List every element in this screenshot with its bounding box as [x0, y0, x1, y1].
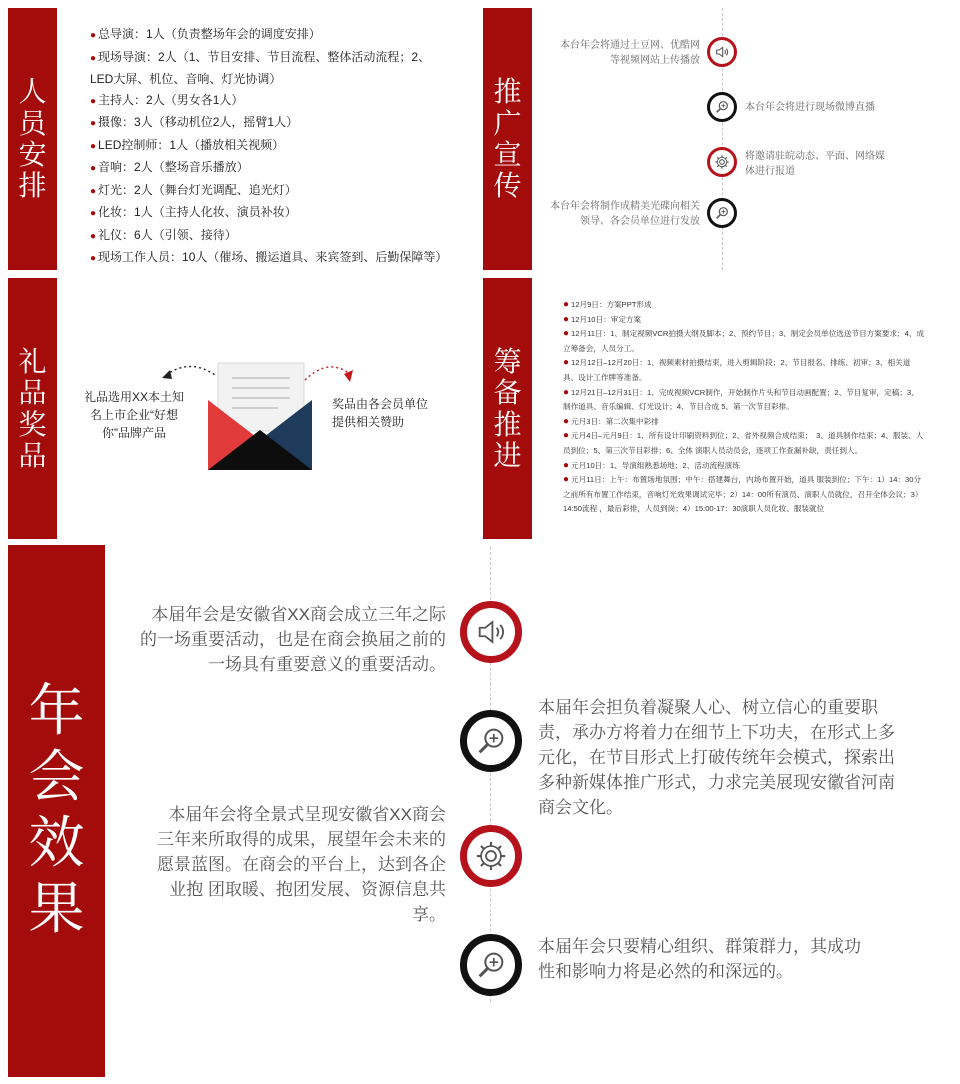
gifts-left-text: 礼品选用XX本土知名上市企业“好想你”品牌产品 [83, 390, 184, 440]
gifts-title-char: 品 [18, 438, 47, 472]
effect-title-char: 年 [28, 678, 85, 744]
bullet-icon: ● [90, 52, 97, 64]
bullet-icon: ● [563, 299, 570, 310]
list-item: ● LED控制师：1人（播放相关视频） [90, 137, 285, 152]
preparation-title-char: 推 [493, 407, 522, 441]
bullet-icon: ● [90, 118, 97, 129]
gifts-title-char: 品 [18, 376, 47, 410]
bullet-icon: ● [563, 357, 570, 369]
bullet-icon: ● [563, 459, 570, 471]
bullet-icon: ● [90, 95, 97, 107]
speaker-icon [460, 601, 522, 663]
list-item: ● 灯光：2人（舞台灯光调配、追光灯） [90, 182, 297, 197]
gifts-title-char: 奖 [18, 407, 47, 441]
list-item: ● 元月11日：上午：布置场地氛围；中午：搭建舞台，内场布置开始，道具 服装到位；下午：1）14：30分之前所有布置工作结束，音响灯光效果调试完毕；2）14：00所有演员、演职人员就位，召开全体会议；3）14:50流程 ，最后彩排，人员到岗；4）15:00-17：30演职人员化妆、服装就位 [563, 474, 923, 514]
effect-panel [0, 542, 960, 1084]
list-item: ● 主持人：2人（男女各1人） [90, 92, 244, 107]
bullet-icon: ● [563, 474, 570, 486]
promotion-title-char: 宣 [493, 138, 522, 171]
bullet-icon: ● [563, 386, 570, 398]
list-item: ● 12月11日：1、制定视频VCR拍摄大纲及脚本；2、预约节目；3、制定会员单位选送节目方案要求；4、成立筹备会，人员分工。 [563, 328, 925, 353]
promotion-title-bar [483, 8, 532, 270]
promotion-item-text: 本台年会将制作成精美光碟向相关领导、各会员单位进行发放 [550, 201, 700, 227]
gifts-title-char: 礼 [18, 344, 47, 378]
preparation-title-char: 备 [493, 376, 522, 410]
list-item: ● 现场工作人员：10人（催场、搬运道具、来宾签到、后勤保障等） [90, 250, 448, 264]
list-item: ● 化妆：1人（主持人化妆、演员补妆） [90, 205, 297, 219]
magnifier-icon [707, 92, 737, 122]
preparation-title-bar [483, 278, 532, 539]
preparation-title-char: 筹 [493, 344, 522, 378]
staff-title-char: 安 [18, 138, 47, 171]
speaker-icon [707, 37, 737, 67]
staff-title-char: 员 [18, 106, 47, 140]
bullet-icon: ● [90, 253, 97, 264]
gear-icon [460, 825, 522, 887]
effect-title-char: 会 [28, 744, 85, 810]
promotion-title-char: 广 [493, 106, 522, 140]
gifts-right-text: 奖品由各会员单位提供相关赞助 [332, 397, 429, 429]
effect-item-text: 本届年会是安徽省XX商会成立三年之际的一场重要活动，也是在商会换届之前的一场具有重要意义的重要活动。 [140, 605, 446, 674]
staff-panel [0, 0, 475, 272]
list-item: ● 元月10日：1、导演组熟悉场地；2、活动流程演练 [563, 459, 740, 471]
list-item: ● 总导演：1人（负责整场年会的调度安排） [90, 27, 321, 41]
promotion-item-text: 将邀请驻皖动态、平面、网络媒体进行报道 [745, 151, 885, 177]
bullet-icon: ● [90, 208, 97, 219]
preparation-list [563, 298, 925, 517]
promotion-item-text: 本台年会将进行现场微博直播 [745, 102, 875, 113]
bullet-icon: ● [90, 163, 97, 174]
staff-title-char: 人 [18, 75, 47, 109]
effect-item-text: 本届年会只要精心组织、群策群力，其成功性和影响力将是必然的和深远的。 [538, 937, 861, 981]
effect-title-char: 效 [28, 811, 85, 876]
staff-title-bar [8, 8, 57, 270]
list-item: ● 摄像：3人（移动机位2人，摇臂1人） [90, 115, 299, 129]
effect-item-text: 本届年会担负着凝聚人心、树立信心的重要职责，承办方将着力在细节上下功夫，在形式上多元化，在节目形式上打破传统年会模式，探索出多种新媒体推广形式，力求完美展现安徽省河南商会文化。 [538, 698, 895, 817]
list-item: ● 礼仪：6人（引领、接待） [90, 227, 237, 242]
effect-title-char: 果 [28, 877, 85, 943]
bullet-icon: ● [563, 313, 570, 325]
effect-title-bar [8, 545, 105, 1077]
list-item: ● 12月21日–12月31日：1、完成视频VCR制作，开始制作片头和节目动画配置；2、节目复审，定稿；3、制作道具、音乐编辑、灯光设计；4、节目合成 5、第一次节目彩排。 [563, 386, 919, 412]
list-item: ● 元月3日：第二次集中彩排 [563, 415, 659, 427]
bullet-icon: ● [563, 430, 570, 442]
magnifier-icon [707, 198, 737, 228]
magnifier-icon [460, 934, 522, 996]
list-item: ● 12月9日：方案PPT形成 [563, 299, 652, 310]
list-item: ● 12月12日–12月20日：1、视频素材拍摄结束，进入剪辑阶段；2、节目报名、排练、初审；3、相关道具、设计工作牌等准备。 [563, 357, 911, 382]
list-item: ● 元月4日–元月9日：1、所有设计印刷资料到位；2、省外视频合成结束； 3、道具制作结束；4、服装、人员到位；5、第三次节目彩排；6、全体 演职人员动员会，逐项工作查漏补缺，责任到人。 [563, 430, 924, 455]
list-item: ● 音响：2人（整场音乐播放） [90, 160, 249, 174]
bullet-icon: ● [563, 328, 570, 340]
staff-list [90, 24, 450, 270]
bullet-icon: ● [90, 140, 97, 152]
list-item: ● 12月10日：审定方案 [563, 313, 642, 325]
gifts-panel [0, 275, 475, 541]
gear-icon [707, 147, 737, 177]
list-item: ● 现场导演：2人（1、节目安排、节目流程、整体活动流程；2、LED大屏、机位、音响、灯光协调） [90, 49, 431, 86]
bullet-icon: ● [90, 185, 97, 197]
bullet-icon: ● [90, 30, 97, 41]
promotion-title-char: 传 [493, 169, 522, 203]
bullet-icon: ● [90, 230, 97, 242]
promotion-title-char: 推 [493, 75, 522, 109]
gifts-title-bar [8, 278, 57, 539]
preparation-title-char: 进 [493, 438, 522, 472]
promotion-item-text: 本台年会将通过土豆网、优酷网等视频网站上传播放 [560, 40, 700, 66]
bullet-icon: ● [563, 415, 570, 427]
staff-title-char: 排 [18, 169, 47, 203]
effect-item-text: 本届年会将全景式呈现安徽省XX商会三年来所取得的成果，展望年会未来的愿景蓝图。在商会的平台上，达到各企业抱 团取暖、抱团发展、资源信息共享。 [157, 805, 446, 924]
promotion-panel [480, 0, 960, 272]
magnifier-icon [460, 710, 522, 772]
